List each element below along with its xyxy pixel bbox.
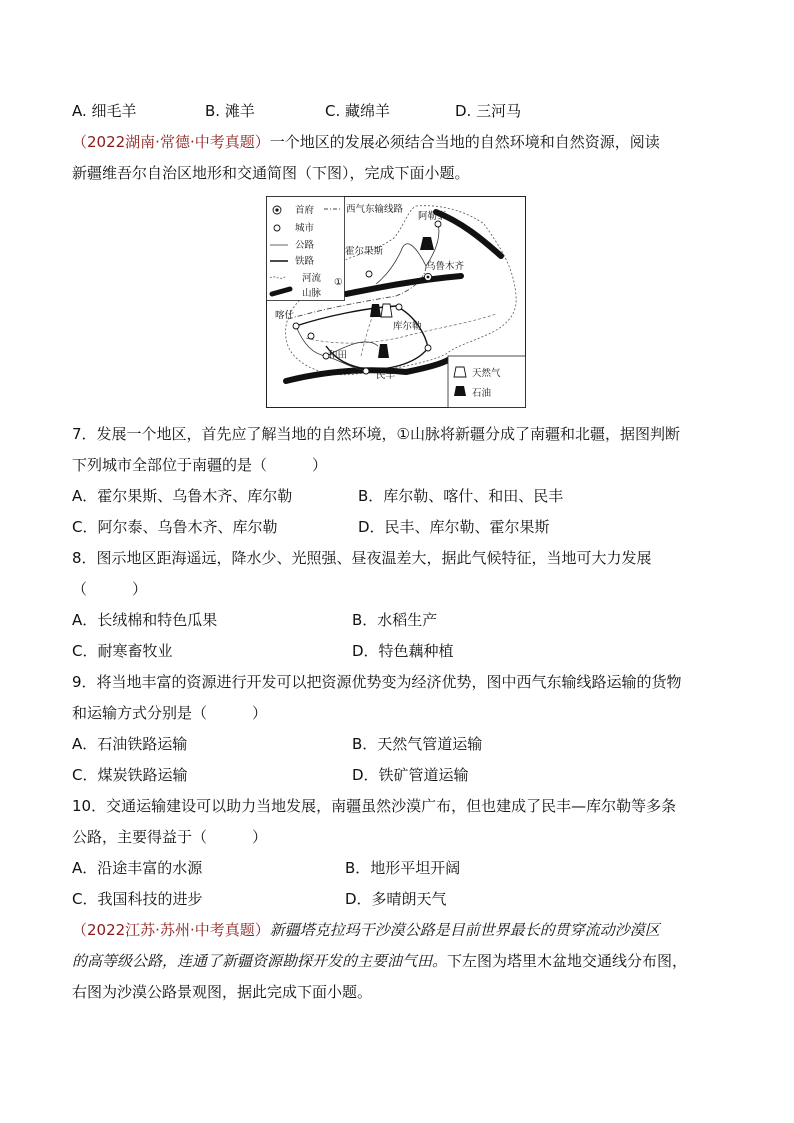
- legend-road-label: 公路: [295, 240, 315, 251]
- passage1-line1: [72, 132, 660, 152]
- q7-stem-line1: 7．发展一个地区，首先应了解当地的自然环境，①山脉将新疆分成了南疆和北疆，据图判断: [72, 425, 680, 443]
- q8-stem-line2: （ ）: [72, 580, 148, 598]
- legend-river-label: 河流: [302, 273, 322, 284]
- city-altay-label: 阿勒泰: [418, 211, 447, 222]
- city-marker: [308, 333, 314, 339]
- city-kashgar-label: 喀什: [275, 310, 295, 321]
- passage2-text1: 新疆塔克拉玛干沙漠公路是目前世界最长的贯穿流动沙漠区: [269, 921, 660, 939]
- xinjiang-map: [266, 196, 526, 408]
- q10-stem-line1: 10．交通运输建设可以助力当地发展，南疆虽然沙漠广布，但也建成了民丰—库尔勒等多条: [72, 797, 677, 815]
- q6-option-b[interactable]: B. 滩羊: [205, 102, 255, 120]
- q9-stem-line2: 和运输方式分别是（ ）: [72, 704, 268, 722]
- q7-option-b[interactable]: B．库尔勒、喀什、和田、民丰: [358, 487, 564, 505]
- legend-capital-label: 首府: [295, 205, 315, 216]
- passage1-text: 一个地区的发展必须结合当地的自然环境和自然资源，阅读: [269, 133, 660, 151]
- mountain-number-label: ①: [334, 277, 343, 288]
- q8-option-d[interactable]: D．特色藕种植: [352, 642, 454, 660]
- passage2-text2b: 下左图为塔里木盆地交通线分布图，: [447, 952, 688, 970]
- q7-stem-line2: 下列城市全部位于南疆的是（ ）: [72, 456, 328, 474]
- q6-option-a[interactable]: A. 细毛羊: [72, 102, 137, 120]
- gas-symbol-central: [381, 304, 392, 317]
- q9-stem-line1: 9．将当地丰富的资源进行开发可以把资源优势变为经济优势，图中西气东输线路运输的货物: [72, 673, 682, 691]
- q7-option-c[interactable]: C．阿尔泰、乌鲁木齐、库尔勒: [72, 518, 278, 536]
- q9-option-d[interactable]: D．铁矿管道运输: [352, 766, 469, 784]
- legend-railway-label: 铁路: [295, 256, 315, 267]
- city-korla-label: 库尔勒: [393, 321, 422, 332]
- passage2-source: （2022江苏·苏州·中考真题）: [72, 921, 270, 939]
- q8-option-a[interactable]: A．长绒棉和特色瓜果: [72, 611, 218, 629]
- legend-city-label: 城市: [295, 223, 315, 234]
- passage2-line3: 右图为沙漠公路景观图，据此完成下面小题。: [72, 983, 373, 1001]
- q10-option-a[interactable]: A．沿途丰富的水源: [72, 859, 203, 877]
- q9-option-a[interactable]: A．石油铁路运输: [72, 735, 188, 753]
- q7-option-d[interactable]: D．民丰、库尔勒、霍尔果斯: [358, 518, 550, 536]
- passage2-line1: [72, 920, 660, 940]
- q8-stem-line1: 8．图示地区距海遥远，降水少、光照强、昼夜温差大，据此气候特征，当地可大力发展: [72, 549, 652, 567]
- city-minfeng-label: 民丰: [376, 370, 396, 381]
- q7-option-a[interactable]: A．霍尔果斯、乌鲁木齐、库尔勒: [72, 487, 293, 505]
- q6-option-c[interactable]: C. 藏绵羊: [325, 102, 391, 120]
- q9-option-c[interactable]: C．煤炭铁路运输: [72, 766, 188, 784]
- passage2-text2a: 的高等级公路，连通了新疆资源勘探开发的主要油气田。: [72, 952, 448, 970]
- legend-mountain-label: 山脉: [302, 288, 322, 299]
- q10-option-c[interactable]: C．我国科技的进步: [72, 890, 203, 908]
- passage1-line2: 新疆维吾尔自治区地形和交通简图（下图），完成下面小题。: [72, 164, 470, 182]
- q10-option-b[interactable]: B．地形平坦开阔: [345, 859, 461, 877]
- legend-natural-gas-label: 天然气: [472, 368, 501, 379]
- passage1-source: （2022湖南·常德·中考真题）: [72, 133, 270, 151]
- city-horgos-label: 霍尔果斯: [345, 246, 384, 257]
- city-hotan-label: 和田: [328, 350, 348, 361]
- q10-option-d[interactable]: D．多晴朗天气: [345, 890, 447, 908]
- q10-stem-line2: 公路，主要得益于（ ）: [72, 828, 268, 846]
- legend-natural-gas: [454, 367, 501, 379]
- q8-option-c[interactable]: C．耐寒畜牧业: [72, 642, 173, 660]
- q9-option-b[interactable]: B．天然气管道运输: [352, 735, 483, 753]
- city-urumqi-label: 乌鲁木齐: [426, 261, 465, 272]
- city-marker: [425, 345, 431, 351]
- legend-oil-label: 石油: [472, 388, 492, 399]
- legend-pipeline-label: 西气东输线路: [346, 204, 404, 215]
- q6-option-d[interactable]: D. 三河马: [455, 102, 522, 120]
- passage2-line2: [72, 951, 687, 971]
- q8-option-b[interactable]: B．水稻生产: [352, 611, 438, 629]
